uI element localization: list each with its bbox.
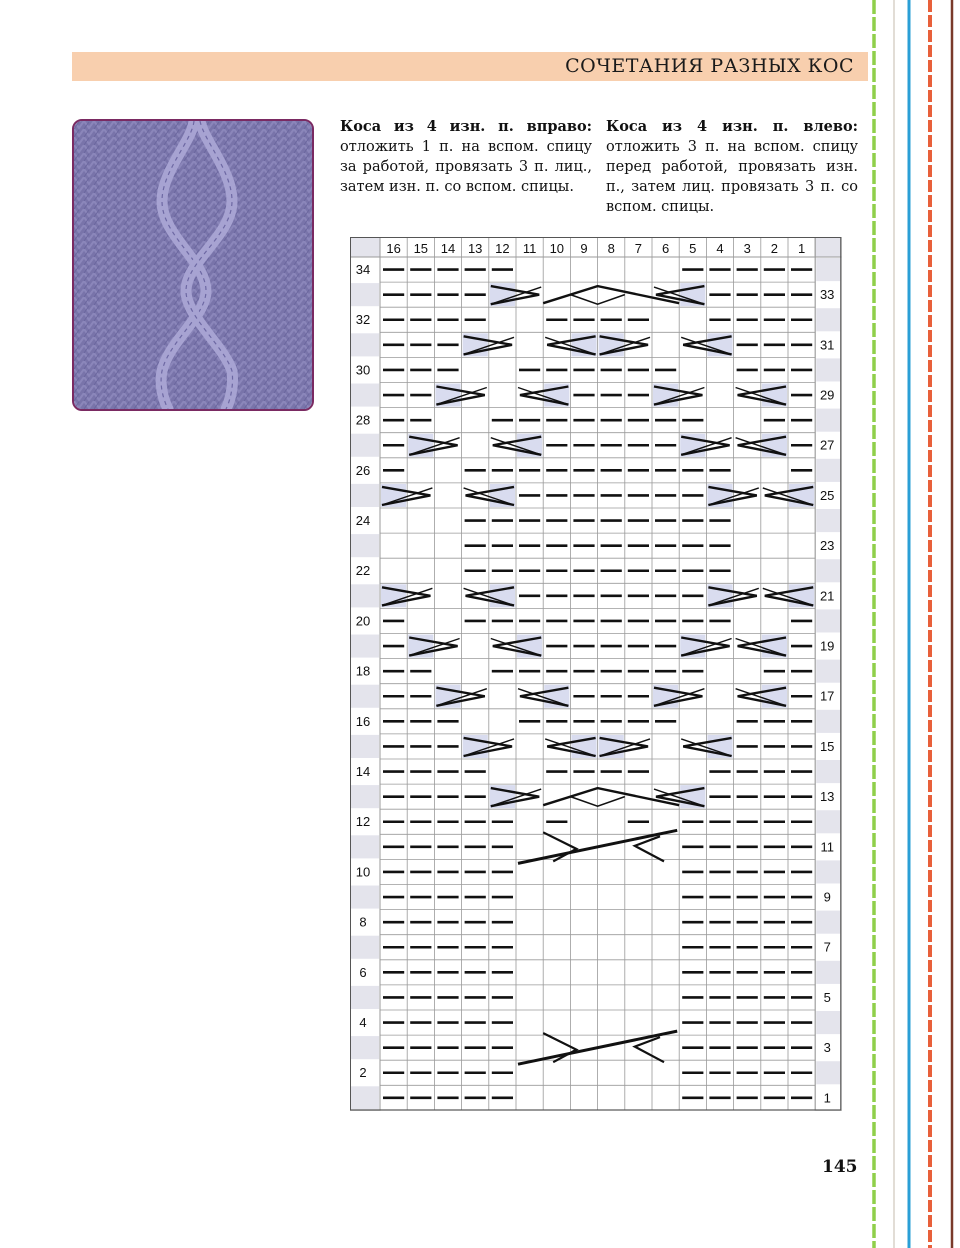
column-number: 13 [467, 241, 483, 256]
chart-outer-frame [351, 238, 841, 1110]
row-number-right: 33 [819, 287, 835, 303]
column-number: 6 [661, 241, 670, 256]
row-number-left: 26 [355, 462, 371, 478]
column-number: 9 [580, 241, 588, 256]
column-number: 7 [634, 241, 643, 256]
row-number-left: 16 [355, 713, 371, 729]
row-side-cell-shaded [816, 710, 840, 733]
row-side-cell-shaded [351, 635, 379, 658]
row-side-cell-shaded [351, 384, 379, 407]
row-number-left: 2 [359, 1065, 367, 1081]
column-number: 16 [386, 241, 401, 256]
instruction-left-cable [606, 117, 858, 217]
row-side-cell-shaded [816, 258, 840, 281]
column-number: 14 [440, 241, 456, 256]
row-number-left: 12 [355, 814, 371, 830]
row-side-cell-shaded [816, 509, 840, 532]
row-side-cell-shaded [351, 685, 379, 708]
row-number-right: 19 [819, 638, 835, 654]
column-number: 10 [549, 241, 565, 256]
column-number: 1 [797, 241, 806, 256]
knitted-sample-photo [72, 119, 314, 411]
row-number-right: 5 [823, 989, 831, 1005]
row-side-cell-shaded [351, 584, 379, 607]
cable-knit-illustration [74, 121, 312, 409]
row-side-cell-shaded [351, 484, 379, 507]
row-side-cell-shaded [351, 986, 379, 1009]
header-band [72, 52, 868, 81]
column-number: 8 [607, 241, 615, 256]
long-cable-hook [635, 1037, 664, 1062]
row-side-cell-shaded [351, 735, 379, 758]
instruction-heading: Коса из 4 изн. п. влево: [606, 118, 858, 135]
row-number-left: 14 [355, 764, 371, 779]
section-title: СОЧЕТАНИЯ РАЗНЫХ КОС [565, 55, 854, 77]
row-number-right: 3 [823, 1040, 831, 1056]
row-side-cell-shaded [351, 1036, 379, 1059]
row-side-cell-shaded [816, 911, 840, 934]
row-side-cell-shaded [816, 1011, 840, 1034]
row-number-right: 13 [819, 789, 835, 805]
instruction-heading: Коса из 4 изн. п. вправо: [340, 118, 592, 135]
row-side-cell-shaded [351, 785, 379, 808]
row-number-left: 6 [359, 964, 367, 980]
column-number: 4 [716, 241, 724, 256]
row-number-left: 34 [355, 262, 371, 277]
row-number-left: 30 [355, 362, 371, 378]
row-side-cell-shaded [816, 308, 840, 331]
row-side-cell-shaded [351, 1086, 379, 1109]
instruction-text: отложить 1 п. на вспом. спицу за работой, провязать 3 п. лиц., затем изн. п. со вспом. спицы. [340, 139, 592, 195]
row-number-left: 4 [359, 1015, 367, 1030]
knitting-chart [350, 237, 848, 1113]
row-number-left: 24 [355, 513, 371, 528]
row-side-cell-shaded [816, 459, 840, 482]
row-number-left: 10 [355, 864, 371, 880]
row-side-cell-shaded [351, 434, 379, 457]
row-number-left: 20 [355, 613, 371, 629]
row-number-right: 23 [819, 538, 835, 554]
row-number-right: 15 [819, 738, 835, 754]
row-number-right: 7 [823, 939, 831, 955]
row-side-cell-shaded [351, 283, 379, 306]
row-number-right: 25 [819, 487, 835, 503]
column-number: 5 [689, 241, 697, 256]
row-number-right: 9 [823, 889, 831, 905]
row-side-cell-shaded [816, 810, 840, 833]
row-side-cell-shaded [816, 559, 840, 582]
row-side-cell-shaded [816, 760, 840, 783]
row-number-right: 27 [819, 437, 835, 453]
column-number: 12 [495, 241, 510, 256]
row-number-right: 31 [819, 337, 835, 353]
row-number-left: 18 [355, 663, 371, 679]
row-side-cell-shaded [351, 534, 379, 557]
row-side-cell-shaded [816, 358, 840, 381]
row-side-cell-shaded [351, 333, 379, 356]
row-number-right: 1 [823, 1090, 831, 1106]
row-side-cell-shaded [351, 835, 379, 858]
column-number: 2 [770, 241, 779, 256]
row-side-cell-shaded [816, 1061, 840, 1084]
chart-corner-cell [350, 237, 380, 257]
row-side-cell-shaded [351, 936, 379, 959]
instruction-right-cable [340, 117, 592, 197]
long-cable-hook [635, 836, 664, 861]
row-number-left: 8 [359, 914, 367, 930]
row-number-left: 22 [355, 563, 371, 579]
row-side-cell-shaded [816, 860, 840, 883]
column-number: 3 [743, 241, 751, 256]
row-side-cell-shaded [816, 961, 840, 984]
knitting-chart-grid [350, 237, 848, 1113]
chart-corner-cell [815, 237, 841, 257]
column-number: 11 [522, 241, 537, 256]
row-number-right: 17 [819, 688, 835, 704]
row-number-left: 32 [355, 312, 371, 328]
decorative-stripes [862, 0, 960, 1248]
row-side-cell-shaded [351, 886, 379, 909]
page-number: 145 [822, 1157, 858, 1177]
row-side-cell-shaded [816, 409, 840, 432]
row-side-cell-shaded [816, 609, 840, 632]
row-number-right: 11 [820, 839, 834, 855]
row-number-right: 21 [819, 588, 835, 604]
row-number-left: 28 [355, 412, 371, 428]
instruction-text: отложить 3 п. на вспом. спицу перед работой, провязать изн. п., затем лиц. провязать 3 п. со вспом. спицы. [606, 139, 858, 215]
column-number: 15 [413, 241, 429, 256]
row-number-right: 29 [819, 387, 835, 403]
row-side-cell-shaded [816, 660, 840, 683]
